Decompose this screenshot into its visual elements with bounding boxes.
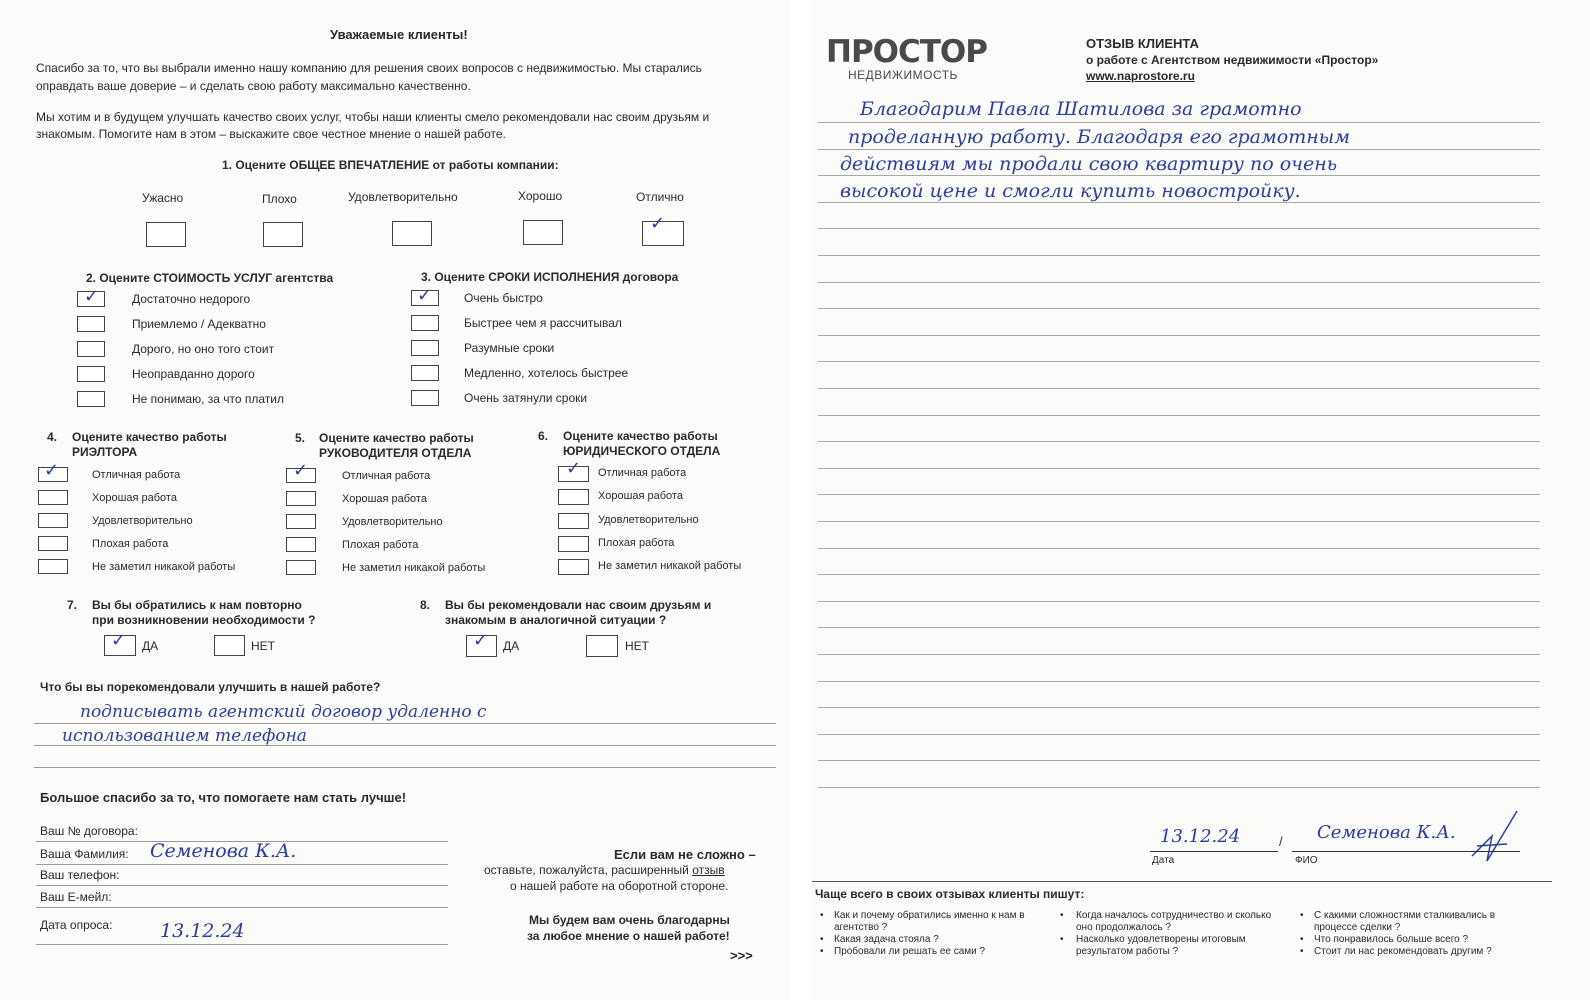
ruled-line <box>818 361 1540 362</box>
review-text-line[interactable]: Благодарим Павла Шатилова за грамотно <box>860 98 1302 120</box>
ruled-line <box>818 415 1540 416</box>
q7-label: Вы бы обратились к нам повторно <box>92 598 302 612</box>
tips-column <box>1298 910 1498 958</box>
q6-checkbox[interactable] <box>558 489 589 505</box>
ruled-line <box>818 308 1540 309</box>
tips-column <box>1058 910 1278 958</box>
ruled-line <box>818 175 1540 176</box>
q3-checkbox[interactable] <box>411 390 439 406</box>
q8-number: 8. <box>420 598 431 612</box>
tip-text: Насколько удовлетворены итоговым результатом работы ? <box>1076 934 1246 957</box>
improve-answer-handwriting-line2[interactable]: использованием телефона <box>62 726 307 746</box>
date-value[interactable]: 13.12.24 <box>160 920 245 942</box>
q3-option-label: Очень быстро <box>464 291 543 305</box>
q6-label-subject: ЮРИДИЧЕСКОГО ОТДЕЛА <box>563 444 721 458</box>
survey-title: Уважаемые клиенты! <box>330 27 468 42</box>
intro-text-4: знакомым. Помогите нам в этом – выскажите свое честное мнение о нашей работе. <box>36 127 506 141</box>
q3-label: 3. Оцените СРОКИ ИСПОЛНЕНИЯ договора <box>421 270 679 284</box>
ruled-line <box>818 787 1540 788</box>
bullet-icon: • <box>820 910 824 921</box>
q5-number: 5. <box>295 431 306 445</box>
q1-option-label: Плохо <box>262 192 297 206</box>
prostor-logo <box>826 36 987 82</box>
q4-option-label: Удовлетворительно <box>92 515 193 527</box>
ruled-line <box>818 681 1540 682</box>
tip-item <box>1058 934 1278 958</box>
surname-value[interactable]: Семенова К.А. <box>150 840 297 862</box>
q3-option-label: Медленно, хотелось быстрее <box>464 366 629 380</box>
q7-yes-label: ДА <box>142 639 159 653</box>
q5-checkbox[interactable] <box>286 560 316 575</box>
q3-option-label: Очень затянули сроки <box>464 391 588 405</box>
surname-field-line[interactable] <box>36 864 448 865</box>
q6-label: Оцените качество работы <box>563 429 718 443</box>
q1-checkbox-satisfactory[interactable] <box>392 221 432 246</box>
bullet-icon: • <box>1300 946 1304 957</box>
bullet-icon: • <box>1060 934 1064 945</box>
side-note-line3: о нашей работе на оборотной стороне. <box>510 879 729 893</box>
intro-text-3: Мы хотим и в будущем улучшать качество своих услуг, чтобы наши клиенты смело рекомендовали нас своим друзьям и <box>36 110 710 124</box>
q2-option-label: Не понимаю, за что платил <box>132 392 285 406</box>
q4-option-label: Не заметил никакой работы <box>92 561 236 573</box>
bullet-icon: • <box>820 934 824 945</box>
q3-checkbox[interactable] <box>411 365 439 381</box>
checkmark-icon: ✓ <box>566 458 582 479</box>
q8-no-label: НЕТ <box>625 639 649 653</box>
checkmark-icon: ✓ <box>650 213 666 234</box>
tip-text: Какая задача стояла ? <box>834 934 939 945</box>
ruled-line <box>818 468 1540 469</box>
q6-checkbox[interactable] <box>558 559 589 575</box>
logo-main-text: ПРОСТОР <box>826 34 987 70</box>
bullet-icon: • <box>1300 910 1304 921</box>
date-signature-line[interactable] <box>1150 851 1278 852</box>
q3-checkbox[interactable] <box>411 340 439 356</box>
review-page <box>812 0 1590 1000</box>
checkmark-icon: ✓ <box>111 630 127 651</box>
q1-option-label: Удовлетворительно <box>348 190 458 204</box>
q3-checkbox[interactable] <box>411 315 439 331</box>
q4-checkbox[interactable] <box>38 559 68 574</box>
email-field-line[interactable] <box>36 907 448 908</box>
tip-item <box>1298 946 1498 958</box>
signature-name[interactable]: Семенова К.А. <box>1317 822 1456 843</box>
q4-checkbox[interactable] <box>38 490 68 505</box>
ruled-line <box>818 202 1540 203</box>
answer-line <box>34 767 776 768</box>
q2-option-label: Дорого, но оно того стоит <box>132 342 275 356</box>
ruled-line <box>818 654 1540 655</box>
q6-option-label: Хорошая работа <box>598 490 683 502</box>
q5-option-label: Отличная работа <box>342 470 431 482</box>
thanks-text: Большое спасибо за то, что помогаете нам стать лучше! <box>40 790 407 805</box>
q8-no-checkbox[interactable] <box>586 635 618 657</box>
q4-checkbox[interactable] <box>38 536 68 551</box>
q4-label: Оцените качество работы <box>72 430 227 444</box>
q1-label: 1. Оцените ОБЩЕЕ ВПЕЧАТЛЕНИЕ от работы компании: <box>222 158 559 172</box>
ruled-line <box>818 601 1540 602</box>
ruled-line <box>818 441 1540 442</box>
arrows-next-icon[interactable]: >>> <box>730 948 753 963</box>
checkmark-icon: ✓ <box>44 460 60 481</box>
logo-sub-text: НЕДВИЖИМОСТЬ <box>848 68 958 82</box>
tip-item <box>1058 910 1278 934</box>
q2-option-label: Приемлемо / Адекватно <box>132 317 266 331</box>
q6-option-label: Отличная работа <box>598 467 687 479</box>
q1-option-label: Ужасно <box>142 191 184 205</box>
q7-no-checkbox[interactable] <box>214 635 245 656</box>
ruled-line <box>818 574 1540 575</box>
phone-field-line[interactable] <box>36 885 448 886</box>
q5-option-label: Удовлетворительно <box>342 516 443 528</box>
q6-checkbox[interactable] <box>558 536 589 552</box>
email-label: Ваш Е-мейл: <box>40 890 112 904</box>
tips-column <box>818 910 1038 958</box>
q5-label: Оцените качество работы <box>319 431 474 445</box>
q7-number: 7. <box>67 598 78 612</box>
contract-label: Ваш № договора: <box>40 824 138 838</box>
tip-text: Пробовали ли решать ее сами ? <box>834 946 986 957</box>
q6-checkbox[interactable] <box>558 513 589 529</box>
q4-option-label: Отличная работа <box>92 469 181 481</box>
q5-checkbox[interactable] <box>286 514 316 529</box>
ruled-line <box>818 335 1540 336</box>
tip-text: Стоит ли нас рекомендовать другим ? <box>1314 946 1492 957</box>
tip-text: С какими сложностями сталкивались в процессе сделки ? <box>1314 910 1496 933</box>
q2-checkbox[interactable] <box>77 316 105 332</box>
q4-number: 4. <box>47 430 58 444</box>
improve-answer-handwriting[interactable]: подписывать агентский договор удаленно с <box>80 702 487 722</box>
bullet-icon: • <box>820 946 824 957</box>
checkmark-icon: ✓ <box>84 286 100 307</box>
q4-option-label: Хорошая работа <box>92 492 177 504</box>
q2-option-label: Достаточно недорого <box>132 292 251 306</box>
q4-checkbox[interactable] <box>38 513 68 528</box>
bullet-icon: • <box>1060 910 1064 921</box>
tip-text: Что понравилось больше всего ? <box>1314 934 1469 945</box>
q5-option-label: Плохая работа <box>342 539 419 551</box>
q6-option-label: Удовлетворительно <box>598 514 699 526</box>
q4-option-label: Плохая работа <box>92 538 169 550</box>
q5-label-subject: РУКОВОДИТЕЛЯ ОТДЕЛА <box>319 446 472 460</box>
q6-option-label: Не заметил никакой работы <box>598 560 742 572</box>
date-label: Дата опроса: <box>40 918 113 932</box>
q3-option-label: Быстрее чем я рассчитывал <box>464 316 622 330</box>
ruled-line <box>818 388 1540 389</box>
ruled-line <box>818 494 1540 495</box>
q2-checkbox[interactable] <box>77 366 105 382</box>
checkmark-icon: ✓ <box>293 460 309 481</box>
ruled-line <box>818 627 1540 628</box>
review-header-subtitle: о работе с Агентством недвижимости «Простор» <box>1086 53 1379 67</box>
q1-checkbox-bad[interactable] <box>263 222 303 247</box>
ruled-line <box>818 282 1540 283</box>
side-note-text <box>484 863 725 877</box>
ruled-line <box>818 228 1540 229</box>
q1-checkbox-good[interactable] <box>523 220 563 245</box>
phone-label: Ваш телефон: <box>40 868 120 882</box>
signature-separator: / <box>1279 834 1283 849</box>
tip-item <box>818 946 1038 958</box>
survey-page <box>0 0 790 1000</box>
answer-line <box>34 723 776 724</box>
q2-option-label: Неоправданно дорого <box>132 367 255 381</box>
surname-label: Ваша Фамилия: <box>40 847 129 861</box>
q2-checkbox[interactable] <box>77 341 105 357</box>
q4-label-subject: РИЭЛТОРА <box>72 445 138 459</box>
tip-item <box>818 934 1038 946</box>
gratitude-line2: за любое мнение о нашей работе! <box>527 929 730 943</box>
checkmark-icon: ✓ <box>473 630 489 651</box>
name-caption: ФИО <box>1295 855 1318 866</box>
ruled-line <box>818 149 1540 150</box>
ruled-line <box>818 707 1540 708</box>
q6-number: 6. <box>538 429 549 443</box>
q5-checkbox[interactable] <box>286 537 316 552</box>
q1-option-label: Хорошо <box>518 189 563 203</box>
tip-item <box>1298 910 1498 934</box>
gratitude-line1: Мы будем вам очень благодарны <box>529 913 730 927</box>
tip-item <box>818 910 1038 934</box>
q8-label-line2: знакомым в аналогичной ситуации ? <box>445 613 667 627</box>
intro-text-1: Спасибо за то, что вы выбрали именно нашу компанию для решения своих вопросов с недвижимостью. Мы старались <box>36 61 702 75</box>
signature-scribble-icon <box>1462 806 1522 866</box>
tip-text: Когда началось сотрудничество и сколько оно продолжалось ? <box>1076 910 1272 933</box>
q8-yes-label: ДА <box>503 639 520 653</box>
tip-item <box>1298 934 1498 946</box>
tip-text: Как и почему обратились именно к нам в агентство ? <box>834 910 1025 933</box>
q2-label: 2. Оцените СТОИМОСТЬ УСЛУГ агентства <box>86 271 334 285</box>
ruled-line <box>818 548 1540 549</box>
date-field-line[interactable] <box>36 944 448 945</box>
q7-no-label: НЕТ <box>251 639 275 653</box>
review-text-line[interactable]: высокой цене и смогли купить новостройку. <box>840 180 1301 202</box>
q6-option-label: Плохая работа <box>598 537 675 549</box>
review-header-title: ОТЗЫВ КЛИЕНТА <box>1086 36 1199 51</box>
q3-option-label: Разумные сроки <box>464 341 555 355</box>
ruled-line <box>818 255 1540 256</box>
website-link[interactable]: www.naprostore.ru <box>1086 69 1195 83</box>
checkmark-icon: ✓ <box>417 285 433 306</box>
bullet-icon: • <box>1300 934 1304 945</box>
improve-question: Что бы вы порекомендовали улучшить в нашей работе? <box>40 680 381 694</box>
name-signature-line[interactable] <box>1292 851 1520 852</box>
signature-date[interactable]: 13.12.24 <box>1160 826 1241 847</box>
q7-label-line2: при возникновении необходимости ? <box>92 613 316 627</box>
page-gap <box>790 0 812 1000</box>
q1-checkbox-awful[interactable] <box>146 222 186 247</box>
q2-checkbox[interactable] <box>77 391 105 407</box>
ruled-line <box>818 760 1540 761</box>
q8-label: Вы бы рекомендовали нас своим друзьям и <box>445 598 712 612</box>
side-note-title: Если вам не сложно – <box>614 847 756 862</box>
date-caption: Дата <box>1152 855 1175 866</box>
intro-text-2: оправдать ваше доверие – и сделать свою работу максимально качественно. <box>36 79 471 93</box>
review-text-line[interactable]: действиям мы продали свою квартиру по очень <box>840 153 1338 175</box>
ruled-line <box>818 734 1540 735</box>
review-text-line[interactable]: проделанную работу. Благодаря его грамотным <box>848 126 1350 148</box>
tips-divider <box>812 881 1552 882</box>
q5-option-label: Не заметил никакой работы <box>342 562 486 574</box>
ruled-line <box>818 521 1540 522</box>
q1-option-label: Отлично <box>636 190 684 204</box>
q5-checkbox[interactable] <box>286 491 316 506</box>
side-note-line: оставьте, пожалуйста, расширенный <box>484 863 689 877</box>
q5-option-label: Хорошая работа <box>342 493 427 505</box>
tips-title: Чаще всего в своих отзывах клиенты пишут: <box>815 887 1085 901</box>
review-link[interactable]: отзыв <box>692 863 725 877</box>
ruled-line <box>818 122 1540 123</box>
